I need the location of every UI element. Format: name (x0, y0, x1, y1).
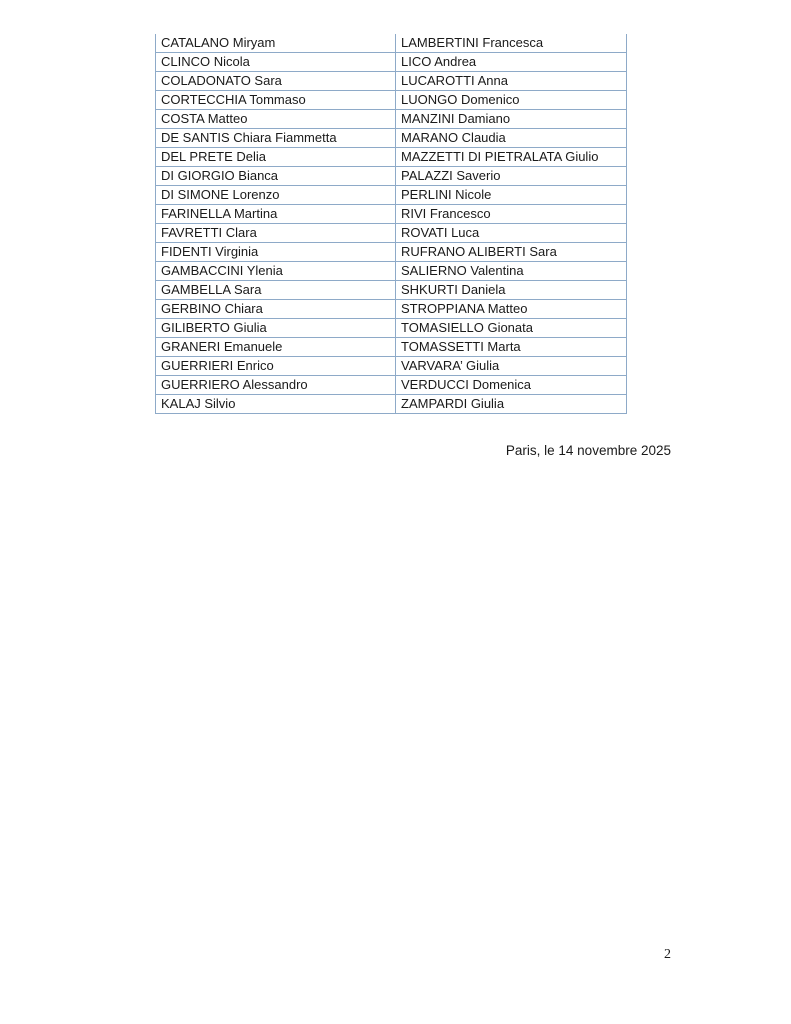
name-cell-left: CATALANO Miryam (156, 34, 396, 53)
name-cell-left: GRANERI Emanuele (156, 338, 396, 357)
name-cell-left: DE SANTIS Chiara Fiammetta (156, 129, 396, 148)
names-table (155, 34, 627, 414)
name-cell-left: CLINCO Nicola (156, 53, 396, 72)
table-row (156, 338, 627, 357)
name-cell-right: STROPPIANA Matteo (396, 300, 627, 319)
name-cell-left: GERBINO Chiara (156, 300, 396, 319)
name-cell-right: MAZZETTI DI PIETRALATA Giulio (396, 148, 627, 167)
name-cell-left: DEL PRETE Delia (156, 148, 396, 167)
table-row (156, 110, 627, 129)
name-cell-right: MANZINI Damiano (396, 110, 627, 129)
table-row (156, 53, 627, 72)
name-cell-right: LUCAROTTI Anna (396, 72, 627, 91)
name-cell-right: LICO Andrea (396, 53, 627, 72)
name-cell-left: GUERRIERO Alessandro (156, 376, 396, 395)
table-row (156, 243, 627, 262)
table-row (156, 357, 627, 376)
name-cell-left: FARINELLA Martina (156, 205, 396, 224)
name-cell-right: SALIERNO Valentina (396, 262, 627, 281)
name-cell-left: GAMBELLA Sara (156, 281, 396, 300)
table-row (156, 186, 627, 205)
name-cell-left: KALAJ Silvio (156, 395, 396, 414)
name-cell-left: COLADONATO Sara (156, 72, 396, 91)
table-row (156, 395, 627, 414)
place-date: Paris, le 14 novembre 2025 (505, 443, 671, 458)
table-row (156, 91, 627, 110)
table-row (156, 34, 627, 53)
name-cell-right: LUONGO Domenico (396, 91, 627, 110)
table-row (156, 281, 627, 300)
name-cell-left: DI SIMONE Lorenzo (156, 186, 396, 205)
name-cell-right: TOMASIELLO Gionata (396, 319, 627, 338)
table-row (156, 262, 627, 281)
name-cell-right: SHKURTI Daniela (396, 281, 627, 300)
table-row (156, 224, 627, 243)
table-row (156, 167, 627, 186)
name-cell-right: MARANO Claudia (396, 129, 627, 148)
name-cell-left: COSTA Matteo (156, 110, 396, 129)
name-cell-left: FAVRETTI Clara (156, 224, 396, 243)
table-row (156, 72, 627, 91)
table-row (156, 148, 627, 167)
name-cell-left: DI GIORGIO Bianca (156, 167, 396, 186)
table-row (156, 205, 627, 224)
name-cell-right: RIVI Francesco (396, 205, 627, 224)
name-cell-right: ZAMPARDI Giulia (396, 395, 627, 414)
name-cell-right: LAMBERTINI Francesca (396, 34, 627, 53)
name-cell-right: PERLINI Nicole (396, 186, 627, 205)
name-cell-left: FIDENTI Virginia (156, 243, 396, 262)
table-row (156, 319, 627, 338)
name-cell-right: TOMASSETTI Marta (396, 338, 627, 357)
table-row (156, 129, 627, 148)
name-cell-left: GILIBERTO Giulia (156, 319, 396, 338)
name-cell-right: VARVARA’ Giulia (396, 357, 627, 376)
name-cell-right: RUFRANO ALIBERTI Sara (396, 243, 627, 262)
name-cell-right: PALAZZI Saverio (396, 167, 627, 186)
name-cell-right: VERDUCCI Domenica (396, 376, 627, 395)
names-table-body (156, 34, 627, 414)
name-cell-right: ROVATI Luca (396, 224, 627, 243)
name-cell-left: CORTECCHIA Tommaso (156, 91, 396, 110)
page-number: 2 (664, 947, 671, 962)
table-row (156, 300, 627, 319)
name-cell-left: GUERRIERI Enrico (156, 357, 396, 376)
name-cell-left: GAMBACCINI Ylenia (156, 262, 396, 281)
table-row (156, 376, 627, 395)
